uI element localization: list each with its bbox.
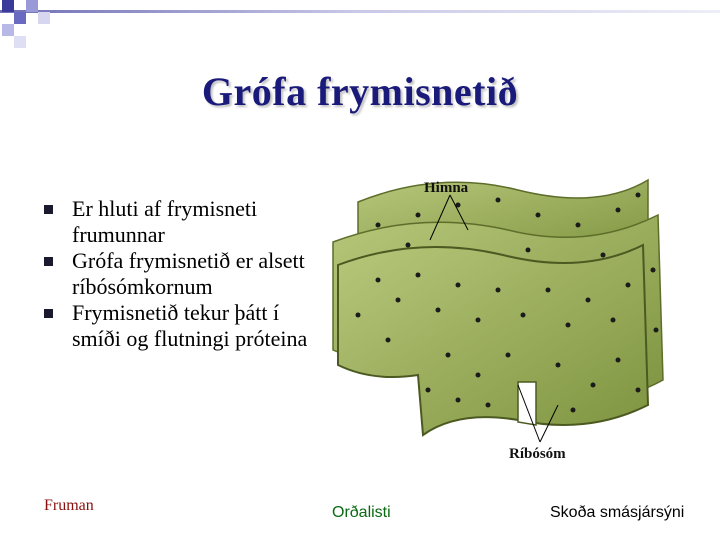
bullet-list <box>44 196 314 352</box>
nav-link-glossary[interactable]: Orðalisti <box>332 504 391 521</box>
corner-decoration <box>0 0 720 60</box>
bullet-square-icon <box>44 257 53 266</box>
decor-square <box>14 36 26 48</box>
bullet-text: Frymisnetið tekur þátt í smíði og flutningi próteina <box>72 300 308 351</box>
membrane-sheet <box>338 245 648 435</box>
rough-er-illustration <box>318 150 708 450</box>
decor-square <box>2 0 14 12</box>
bullet-square-icon <box>44 309 53 318</box>
nav-link-fruman[interactable]: Fruman <box>44 497 94 514</box>
bullet-text: Er hluti af frymisneti frumunnar <box>72 196 258 247</box>
slide-title: Grófa frymisnetið <box>201 69 519 114</box>
nav-link-view-sample[interactable]: Skoða smásjársýni <box>550 504 685 521</box>
decor-square <box>2 24 14 36</box>
ribosome-label: Ríbósóm <box>509 446 566 462</box>
bullet-item <box>44 248 314 300</box>
membrane-label: Himna <box>424 180 469 196</box>
top-accent-bar <box>0 10 720 13</box>
bullet-text: Grófa frymisnetið er alsett ríbósómkornum <box>72 248 305 299</box>
decor-square <box>38 12 50 24</box>
decor-square <box>26 0 38 12</box>
membrane-cut <box>518 382 536 425</box>
decor-square <box>14 12 26 24</box>
bullet-item <box>44 300 314 352</box>
bullet-square-icon <box>44 205 53 214</box>
bullet-item <box>44 196 314 248</box>
